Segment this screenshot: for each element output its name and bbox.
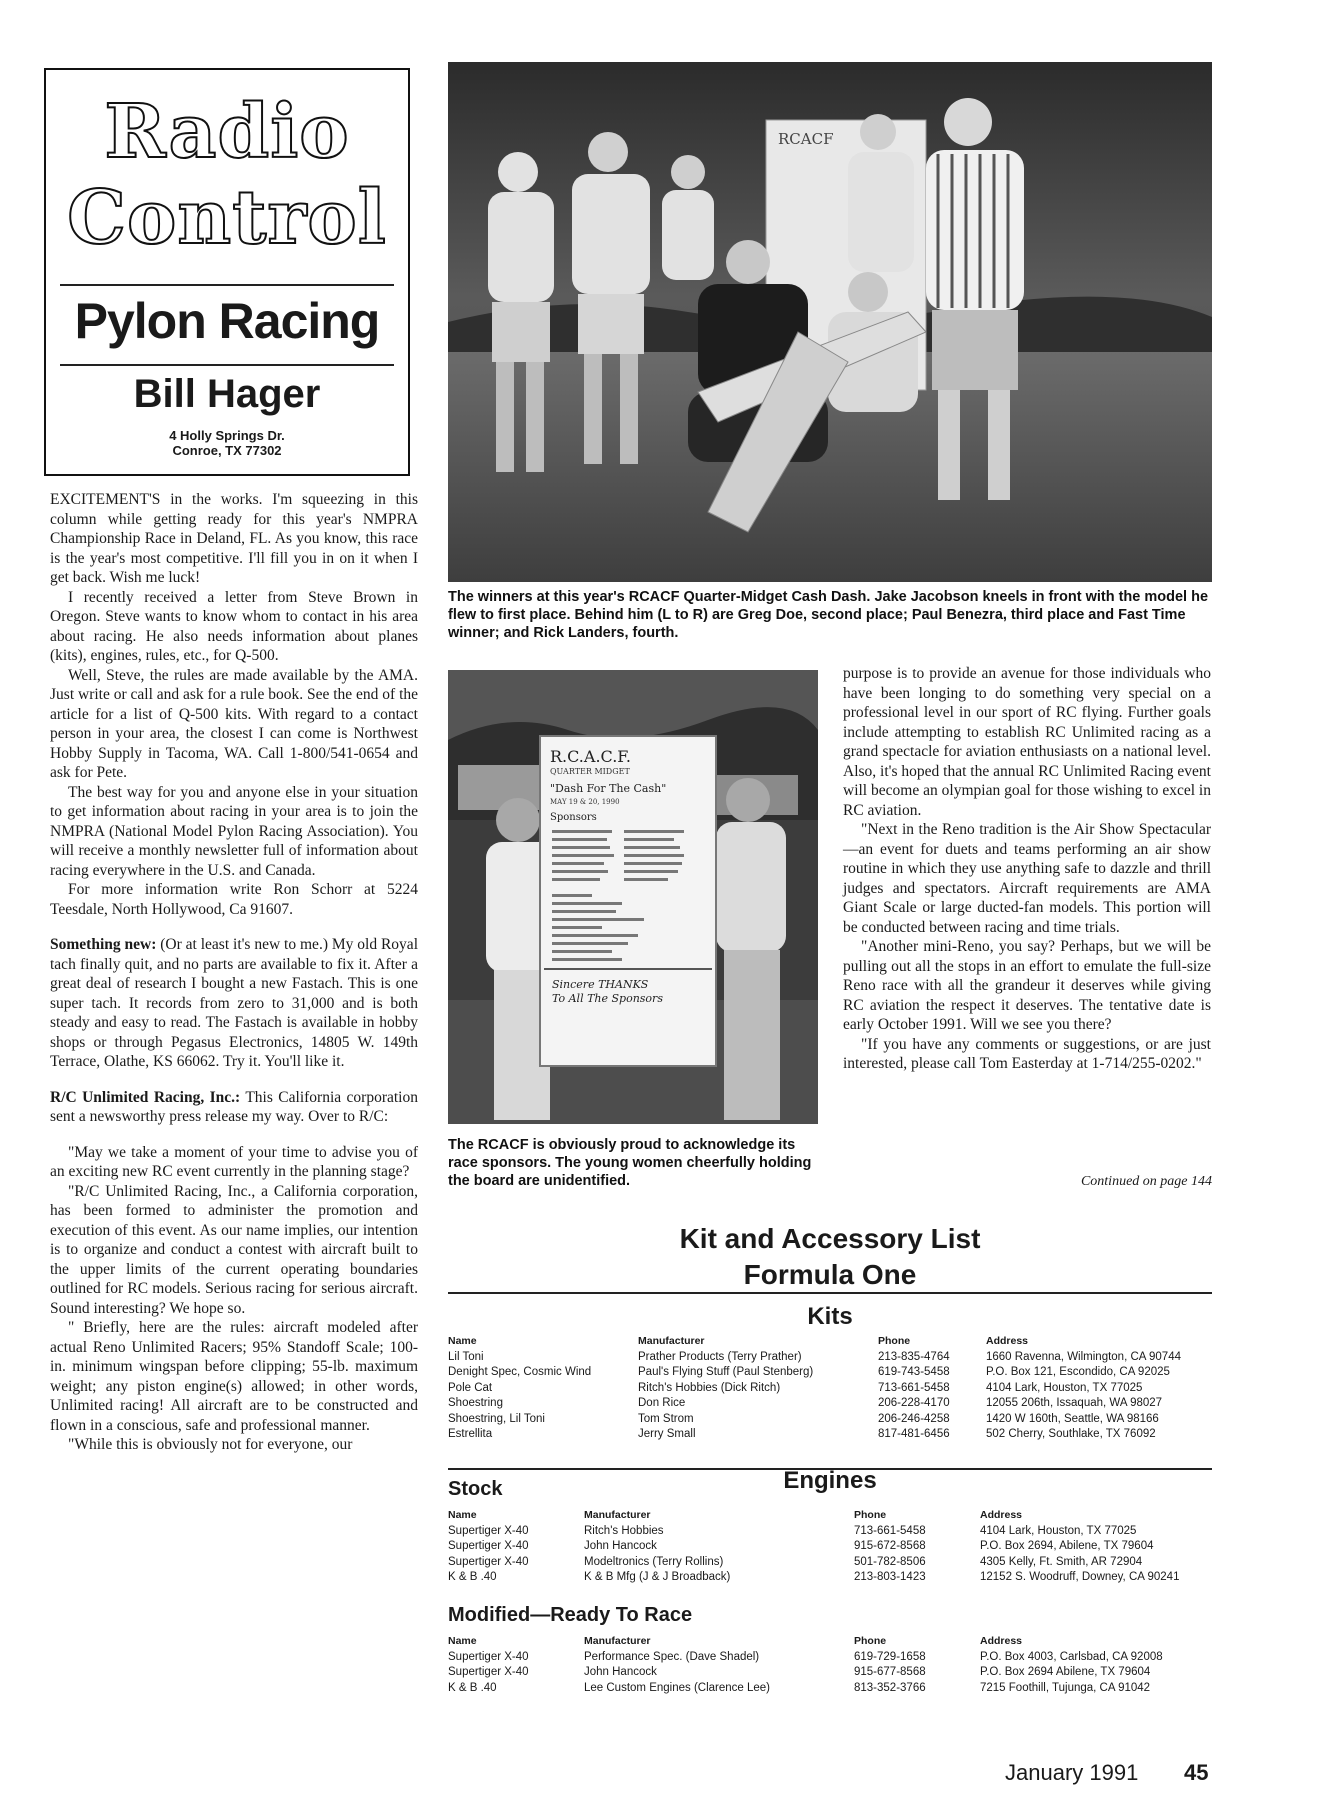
sign-date: MAY 19 & 20, 1990 <box>550 798 620 806</box>
sign-sponsors-heading: Sponsors <box>550 812 597 823</box>
caption-small: The RCACF is obviously proud to acknowledge its race sponsors. The young women cheerfully holding the board are unidentified. <box>448 1137 812 1189</box>
col-phone: Phone <box>854 1635 887 1647</box>
winners-photo-image <box>448 62 1212 582</box>
footer-date: January 1991 <box>1005 1760 1139 1785</box>
cell-phone: 501-782-8506 <box>854 1555 926 1568</box>
paragraph-text: (Or at least it's new to me.) My old Royal tach finally quit, and no parts are available to fix it. After a great deal of research I bought a new Fastach. This is one super tach. It records from zero to 31,000 and is both steady and easy to read. The Fastach is available in hobby shops or through Pegasus Electronics, 14805 W. 149th Terrace, Olathe, KS 66062. Try it. You'll like it. <box>50 936 418 1070</box>
cell-phone: 813-352-3766 <box>854 1681 926 1694</box>
paragraph: I recently received a letter from Steve Brown in Oregon. Steve wants to know whom to contact in his area about racing. He also needs information about planes (kits), engines, rules, etc., for Q-500. <box>50 588 418 664</box>
author-name: Bill Hager <box>133 372 321 416</box>
sponsors-photo <box>448 670 818 1124</box>
table-row <box>448 1427 1218 1443</box>
paragraph: "If you have any comments or suggestions, or are just interested, please call Tom Easterday at 1-714/255-0202." <box>843 1035 1211 1072</box>
top-sign-text: RCACF <box>778 130 834 148</box>
cell-phone: 619-743-5458 <box>878 1366 950 1378</box>
paragraph: For more information write Ron Schorr at 5224 Teesdale, North Hollywood, Ca 91607. <box>50 881 418 918</box>
cell-name: Supertiger X-40 <box>448 1650 529 1663</box>
cell-manufacturer: John Hancock <box>584 1540 657 1552</box>
sponsors-photo-image <box>448 670 818 1124</box>
cell-phone: 213-803-1423 <box>854 1571 926 1583</box>
col-phone: Phone <box>878 1335 911 1347</box>
sign-subtitle: QUARTER MIDGET <box>550 767 630 776</box>
kits-section-title: Kits <box>807 1303 853 1330</box>
cell-manufacturer: K & B Mfg (J & J Broadback) <box>584 1571 731 1583</box>
cell-phone: 915-677-8568 <box>854 1666 926 1678</box>
col-manufacturer: Manufacturer <box>584 1635 651 1647</box>
cell-address: P.O. Box 4003, Carlsbad, CA 92008 <box>980 1650 1163 1663</box>
cell-manufacturer: Modeltronics (Terry Rollins) <box>584 1555 724 1568</box>
run-in-head: R/C Unlimited Racing, Inc.: <box>50 1088 241 1106</box>
table-row <box>448 1539 1218 1555</box>
author-address-line1: 4 Holly Springs Dr. <box>169 428 285 443</box>
cell-manufacturer: Don Rice <box>638 1397 686 1409</box>
table-row <box>448 1524 1218 1540</box>
cell-address: 4104 Lark, Houston, TX 77025 <box>980 1524 1137 1537</box>
table-row <box>448 1381 1218 1397</box>
cell-phone: 206-246-4258 <box>878 1412 950 1425</box>
cell-manufacturer: Paul's Flying Stuff (Paul Stenberg) <box>638 1366 814 1378</box>
cell-phone: 713-661-5458 <box>854 1524 926 1537</box>
run-in-head: Something new: <box>50 936 157 953</box>
col-name: Name <box>448 1635 477 1647</box>
sign-thanks-line2: To All The Sponsors <box>552 992 663 1005</box>
stock-engines-table <box>448 1508 1218 1586</box>
continued-note: Continued on page 144 <box>1080 1174 1212 1189</box>
winners-photo <box>448 62 1212 582</box>
cell-name: K & B .40 <box>448 1571 497 1583</box>
header-rule-top <box>60 284 394 286</box>
paragraph: "Another mini-Reno, you say? Perhaps, but we will be pulling out all the stops in an effort to emulate the full-size Reno race with all the grandeur it deserves while giving RC aviation the respect it deserves. The tentative date is early October 1991. Will we see you there? <box>843 938 1211 1033</box>
col-name: Name <box>448 1509 477 1521</box>
right-column <box>843 664 1211 1074</box>
stock-section-title: Stock <box>448 1478 503 1500</box>
cell-address: 502 Cherry, Southlake, TX 76092 <box>986 1428 1156 1440</box>
table-row <box>448 1412 1218 1428</box>
cell-address: 1420 W 160th, Seattle, WA 98166 <box>986 1412 1159 1425</box>
header-rule-bottom <box>60 364 394 366</box>
table-header <box>448 1508 1218 1524</box>
table-row <box>448 1396 1218 1412</box>
paragraph-text: This California corporation sent a newsworthy press release my way. Over to R/C: <box>50 1088 418 1125</box>
table-row <box>448 1665 1218 1681</box>
left-column <box>50 490 418 1455</box>
divider <box>448 1292 1212 1294</box>
table-row <box>448 1681 1218 1697</box>
paragraph: EXCITEMENT'S in the works. I'm squeezing in this column while getting ready for this year's NMPRA Championship Race in Deland, FL. As you know, this race is the year's most competitive. I'll fill you in on it when I get back. Wish me luck! <box>50 491 418 586</box>
cell-address: P.O. Box 2694 Abilene, TX 79604 <box>980 1666 1151 1678</box>
cell-address: P.O. Box 121, Escondido, CA 92025 <box>986 1366 1170 1378</box>
table-header <box>448 1634 1218 1650</box>
column-title-control: Control <box>67 175 387 261</box>
sign-event: "Dash For The Cash" <box>550 782 667 795</box>
table-row <box>448 1555 1218 1571</box>
cell-address: 1660 Ravenna, Wilmington, CA 90744 <box>986 1350 1181 1363</box>
col-manufacturer: Manufacturer <box>638 1335 705 1347</box>
cell-name: Pole Cat <box>448 1381 493 1394</box>
cell-manufacturer: Prather Products (Terry Prather) <box>638 1350 802 1363</box>
cell-manufacturer: Tom Strom <box>638 1412 694 1425</box>
cell-name: Supertiger X-40 <box>448 1555 529 1568</box>
col-address: Address <box>980 1509 1023 1521</box>
col-manufacturer: Manufacturer <box>584 1509 651 1521</box>
cell-manufacturer: Lee Custom Engines (Clarence Lee) <box>584 1681 771 1694</box>
paragraph: Well, Steve, the rules are made available by the AMA. Just write or call and ask for a rule book. See the end of the article for a list of Q-500 kits. With regard to a contact person in your area, the closest I can come is Northwest Hobby Supply in Tacoma, WA. Call 1-800/541-0654 and ask for Pete. <box>50 666 419 781</box>
cell-manufacturer: Ritch's Hobbies (Dick Ritch) <box>638 1381 781 1394</box>
cell-manufacturer: Jerry Small <box>638 1428 696 1440</box>
cell-name: Shoestring <box>448 1397 503 1409</box>
column-subtitle: Pylon Racing <box>74 293 380 349</box>
cell-phone: 713-661-5458 <box>878 1381 950 1394</box>
page-number: 45 <box>1184 1760 1209 1785</box>
paragraph <box>50 1088 418 1127</box>
kits-table <box>448 1334 1218 1443</box>
table-header <box>448 1334 1218 1350</box>
cell-manufacturer: Performance Spec. (Dave Shadel) <box>584 1650 760 1663</box>
cell-phone: 817-481-6456 <box>878 1428 950 1440</box>
cell-name: K & B .40 <box>448 1681 497 1694</box>
paragraph: purpose is to provide an avenue for those individuals who have been longing to do something very special on a professional level in our sport of RC flying. Further goals include attempting to establish RC Unlimited racing as a grand spectacle for aviation enthusiasts on a national level. Also, it's hoped that the annual RC Unlimited Racing event will become an olympian goal for those wishing to excel in RC aviation. <box>843 665 1211 819</box>
cell-address: 12152 S. Woodruff, Downey, CA 90241 <box>980 1571 1180 1583</box>
cell-address: 4104 Lark, Houston, TX 77025 <box>986 1381 1143 1394</box>
table-row <box>448 1350 1218 1366</box>
table-row <box>448 1650 1218 1666</box>
cell-manufacturer: John Hancock <box>584 1666 657 1678</box>
sign-title: R.C.A.C.F. <box>550 747 631 766</box>
paragraph <box>50 935 418 1072</box>
cell-manufacturer: Ritch's Hobbies <box>584 1524 664 1537</box>
caption-top: The winners at this year's RCACF Quarter-Midget Cash Dash. Jake Jacobson kneels in front with the model he flew to first place. Behind him (L to R) are Greg Doe, second place; Paul Benezra, third place and Fast Time winner; and Rick Landers, fourth. <box>448 589 1209 641</box>
col-address: Address <box>986 1335 1029 1347</box>
paragraph: "R/C Unlimited Racing, Inc., a California corporation, has been formed to administer the promotion and execution of this event. As our name implies, our intention is to organize and conduct a contest with aircraft built to the upper limits of the current operating boundaries outlined for RC models. Serious racing for serious aircraft. Sound interesting? We hope so. <box>50 1182 418 1317</box>
col-phone: Phone <box>854 1509 887 1521</box>
paragraph: "Next in the Reno tradition is the Air Show Spectacular—an event for duets and teams performing an air show routine in which they use anything safe to dazzle and thrill judges and spectators. Aircraft requirements are AMA Giant Scale or large ducted-fan models. This portion will be conducted between racing and time trials. <box>843 821 1211 936</box>
col-address: Address <box>980 1635 1023 1647</box>
kit-list-subtitle: Formula One <box>743 1259 917 1290</box>
column-header-box <box>44 68 410 476</box>
cell-phone: 206-228-4170 <box>878 1397 950 1409</box>
sign-thanks-line1: Sincere THANKS <box>552 978 649 991</box>
cell-phone: 619-729-1658 <box>854 1650 926 1663</box>
modified-section-title: Modified—Ready To Race <box>448 1604 693 1626</box>
cell-phone: 213-835-4764 <box>878 1350 950 1363</box>
cell-name: Supertiger X-40 <box>448 1524 529 1537</box>
cell-name: Supertiger X-40 <box>448 1540 529 1552</box>
paragraph: " Briefly, here are the rules: aircraft modeled after actual Reno Unlimited Racers; 95% Standoff Scale; 100-in. minimum wingspan before clipping; 55-lb. maximum weight; any piston engine(s) allowed; in other words, Unlimited racing! All aircraft are to be constructed and flown in a conscious, safe and professional manner. <box>50 1319 418 1434</box>
paragraph: "May we take a moment of your time to advise you of an exciting new RC event currently in the planning stage? <box>50 1143 418 1180</box>
table-row <box>448 1570 1218 1586</box>
cell-phone: 915-672-8568 <box>854 1540 926 1552</box>
kit-list-title: Kit and Accessory List <box>679 1223 981 1254</box>
col-name: Name <box>448 1335 477 1347</box>
cell-name: Lil Toni <box>448 1350 484 1363</box>
author-address-line2: Conroe, TX 77302 <box>172 443 282 458</box>
cell-name: Denight Spec, Cosmic Wind <box>448 1366 592 1378</box>
cell-address: P.O. Box 2694, Abilene, TX 79604 <box>980 1540 1154 1552</box>
engines-section-title: Engines <box>783 1467 877 1494</box>
cell-name: Supertiger X-40 <box>448 1666 529 1678</box>
cell-name: Estrellita <box>448 1428 493 1440</box>
paragraph: "While this is obviously not for everyone, our <box>68 1436 353 1453</box>
cell-address: 4305 Kelly, Ft. Smith, AR 72904 <box>980 1555 1143 1568</box>
modified-engines-table <box>448 1634 1218 1696</box>
column-title-radio: Radio <box>104 89 350 175</box>
table-row <box>448 1365 1218 1381</box>
paragraph: The best way for you and anyone else in your situation to get information about racing in your area is to join the NMPRA (National Model Pylon Racing Association). You will receive a monthly newsletter full of information about racing everywhere in the U.S. and Canada. <box>50 783 418 879</box>
cell-address: 12055 206th, Issaquah, WA 98027 <box>986 1397 1163 1409</box>
cell-name: Shoestring, Lil Toni <box>448 1412 545 1425</box>
cell-address: 7215 Foothill, Tujunga, CA 91042 <box>980 1681 1151 1694</box>
